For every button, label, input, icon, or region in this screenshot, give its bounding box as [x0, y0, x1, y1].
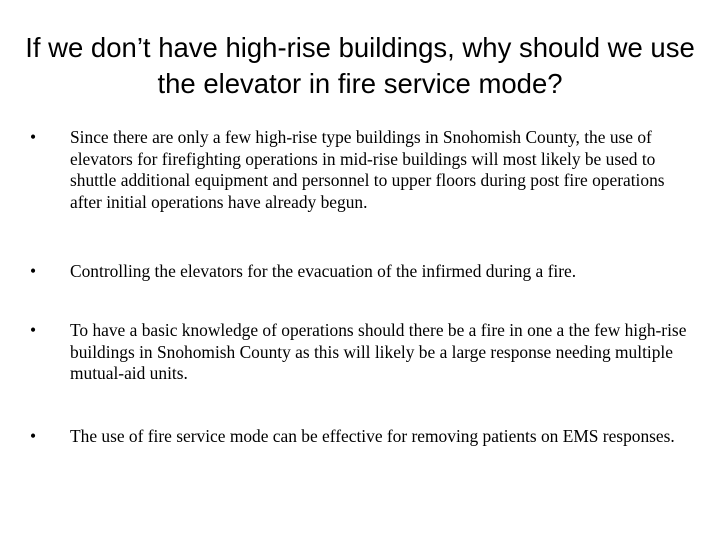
bullet-marker: •	[30, 426, 37, 446]
bullet-text: Since there are only a few high-rise type buildings in Snohomish County, the use of elevators for firefighting operations in mid-rise buildings will most likely be used to shuttle additional equipment and personnel to upper floors during post fire operations after initial operations have already begun.	[70, 127, 665, 212]
bullet-marker: •	[30, 261, 37, 281]
bullet-text: The use of fire service mode can be effective for removing patients on EMS responses.	[70, 426, 675, 446]
bullet-marker: •	[30, 320, 37, 340]
bullet-item	[30, 320, 695, 385]
bullet-text: Controlling the elevators for the evacuation of the infirmed during a fire.	[70, 261, 577, 281]
bullet-item	[30, 426, 695, 448]
bullet-item	[30, 127, 695, 213]
bullet-marker: •	[30, 127, 37, 147]
slide-title: If we don’t have high-rise buildings, why should we use the elevator in fire service mode?	[25, 32, 695, 99]
bullet-text: To have a basic knowledge of operations should there be a fire in one a the few high-rise buildings in Snohomish County as this will likely be a large response needing multiple mutual-aid units.	[70, 320, 687, 383]
bullet-item	[30, 261, 695, 283]
